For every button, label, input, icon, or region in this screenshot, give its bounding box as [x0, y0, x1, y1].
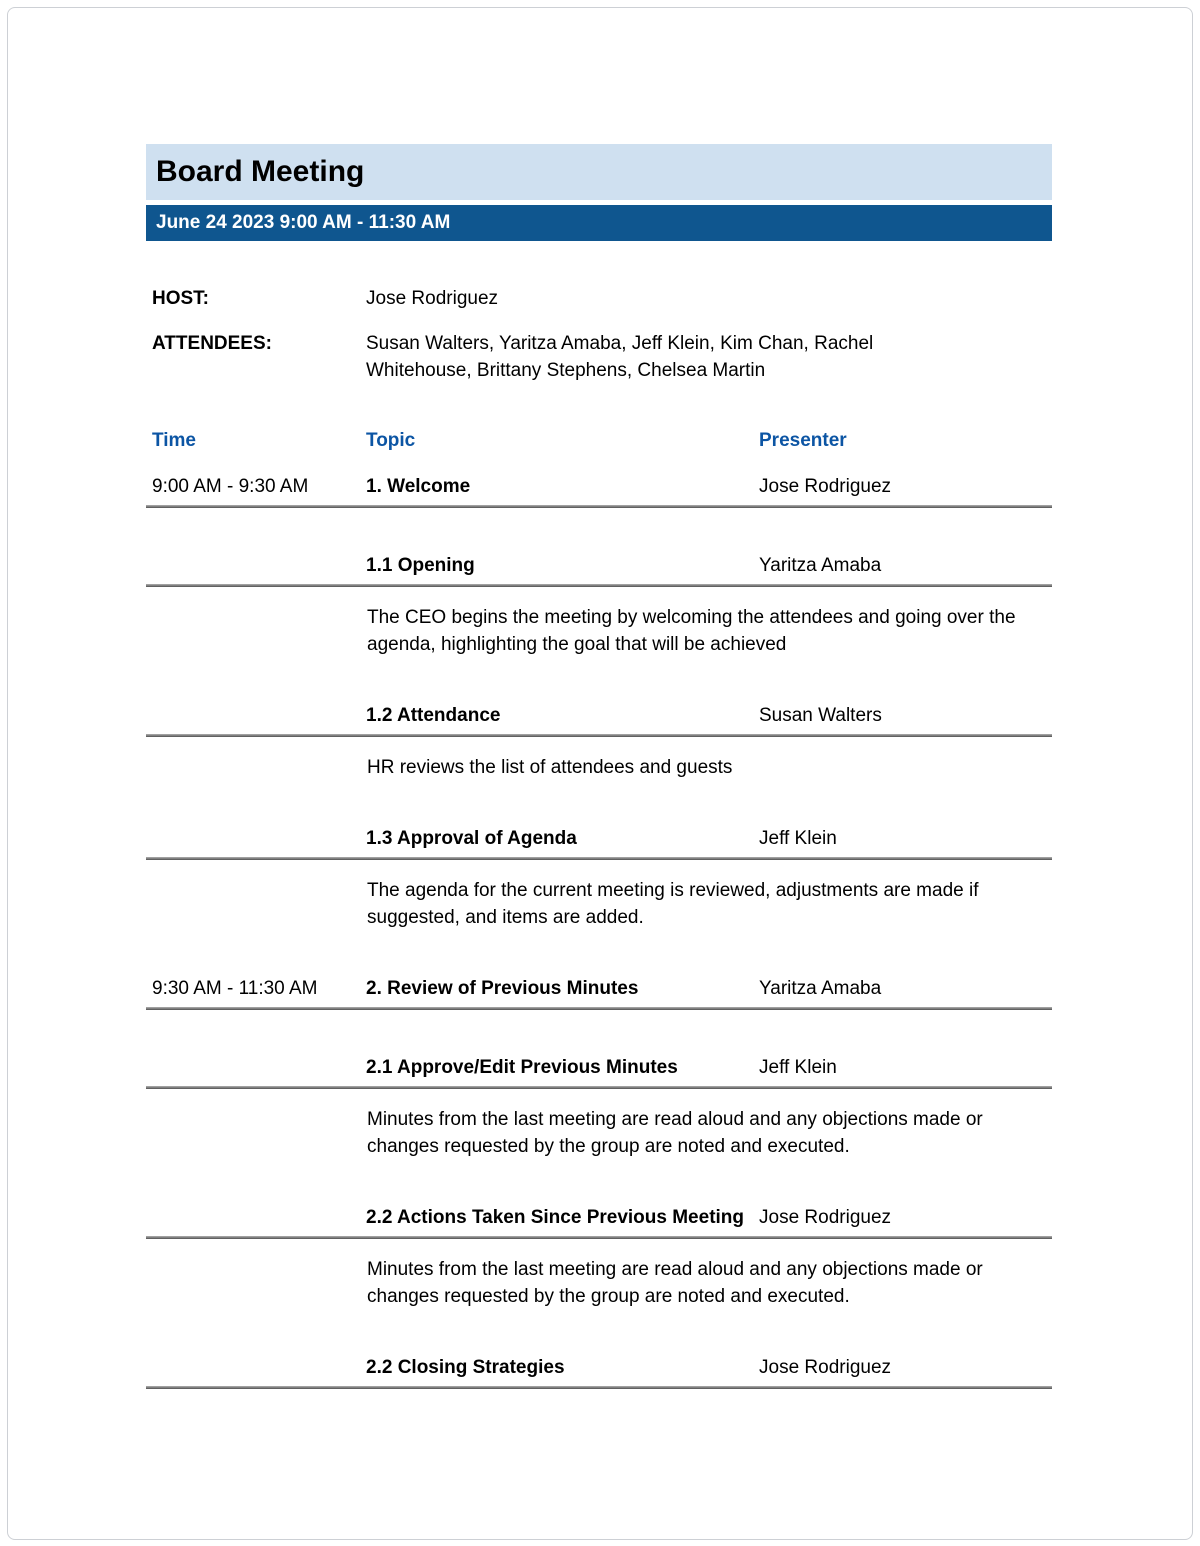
- agenda-row-cells: [146, 1010, 1052, 1086]
- host-label: HOST:: [152, 288, 209, 309]
- time-cell: 9:00 AM - 9:30 AM: [152, 476, 309, 497]
- presenter-cell: Yaritza Amaba: [759, 555, 882, 576]
- description-wrap: [146, 1089, 1052, 1160]
- description-wrap: [146, 860, 1052, 931]
- description-cell: Minutes from the last meeting are read aloud and any objections made or changes requested by the group are noted and executed.: [367, 1259, 983, 1307]
- time-cell: 9:30 AM - 11:30 AM: [152, 978, 318, 999]
- agenda-row: [146, 931, 1052, 1010]
- presenter-cell: Jeff Klein: [759, 1057, 837, 1078]
- topic-cell: 1.2 Attendance: [366, 705, 501, 726]
- agenda-row-cells: [146, 473, 1052, 505]
- attendees-row: [146, 330, 1052, 384]
- presenter-cell: Jose Rodriguez: [759, 1357, 892, 1378]
- agenda-row: [146, 781, 1052, 931]
- agenda-row-cells: [146, 508, 1052, 584]
- agenda-row: [146, 658, 1052, 781]
- column-header-topic: Topic: [366, 430, 416, 451]
- time-cell: [152, 1204, 366, 1231]
- time-cell: [152, 825, 366, 852]
- description-wrap: [146, 587, 1052, 658]
- agenda-row: [146, 508, 1052, 658]
- agenda-row-cells: [146, 931, 1052, 1007]
- agenda-row: [146, 473, 1052, 508]
- column-header-time: Time: [152, 430, 197, 451]
- agenda-row: [146, 1160, 1052, 1310]
- title-bar: [146, 144, 1052, 200]
- attendees-label: ATTENDEES:: [152, 333, 272, 354]
- topic-cell: 1.3 Approval of Agenda: [366, 828, 577, 849]
- host-row: [146, 285, 1052, 312]
- presenter-cell: Susan Walters: [759, 705, 882, 726]
- description-cell: The agenda for the current meeting is reviewed, adjustments are made if suggested, and items are added.: [367, 880, 979, 928]
- time-cell: [152, 702, 366, 729]
- topic-cell: 1.1 Opening: [366, 555, 475, 576]
- description-wrap: [146, 737, 1052, 781]
- agenda-row: [146, 1310, 1052, 1389]
- presenter-cell: Jose Rodriguez: [759, 1207, 892, 1228]
- time-cell: [152, 1354, 366, 1381]
- date-text: June 24 2023 9:00 AM - 11:30 AM: [156, 212, 451, 233]
- topic-cell: 2.2 Closing Strategies: [366, 1357, 565, 1378]
- document-card: [7, 7, 1193, 1540]
- agenda-table: [146, 427, 1052, 1389]
- presenter-cell: Jeff Klein: [759, 828, 837, 849]
- agenda-row-cells: [146, 1160, 1052, 1236]
- agenda-rows: [146, 473, 1052, 1389]
- topic-cell: 2.1 Approve/Edit Previous Minutes: [366, 1057, 678, 1078]
- description-cell: HR reviews the list of attendees and guests: [367, 757, 733, 778]
- time-cell: [152, 1054, 366, 1081]
- agenda-row: [146, 1010, 1052, 1160]
- presenter-cell: Yaritza Amaba: [759, 978, 882, 999]
- description-cell: The CEO begins the meeting by welcoming the attendees and going over the agenda, highlighting the goal that will be achieved: [367, 607, 1016, 655]
- topic-cell: 2.2 Actions Taken Since Previous Meeting: [366, 1207, 745, 1228]
- presenter-cell: Jose Rodriguez: [759, 476, 892, 497]
- topic-cell: 2. Review of Previous Minutes: [366, 978, 639, 999]
- topic-cell: 1. Welcome: [366, 476, 471, 497]
- row-divider: [146, 1386, 1052, 1389]
- date-banner: [146, 205, 1052, 241]
- meeting-meta: [146, 285, 1052, 384]
- description-wrap: [146, 1239, 1052, 1310]
- agenda-row-cells: [146, 658, 1052, 734]
- time-cell: [152, 552, 366, 579]
- description-cell: Minutes from the last meeting are read aloud and any objections made or changes requested by the group are noted and executed.: [367, 1109, 983, 1157]
- column-header-presenter: Presenter: [759, 430, 847, 451]
- agenda-header-row: [146, 427, 1052, 473]
- agenda-row-cells: [146, 1310, 1052, 1386]
- attendees-value: Susan Walters, Yaritza Amaba, Jeff Klein, Kim Chan, Rachel Whitehouse, Brittany Stephens, Chelsea Martin: [366, 333, 874, 381]
- host-value: Jose Rodriguez: [366, 288, 499, 309]
- agenda-row-cells: [146, 781, 1052, 857]
- page-title: Board Meeting: [156, 155, 365, 188]
